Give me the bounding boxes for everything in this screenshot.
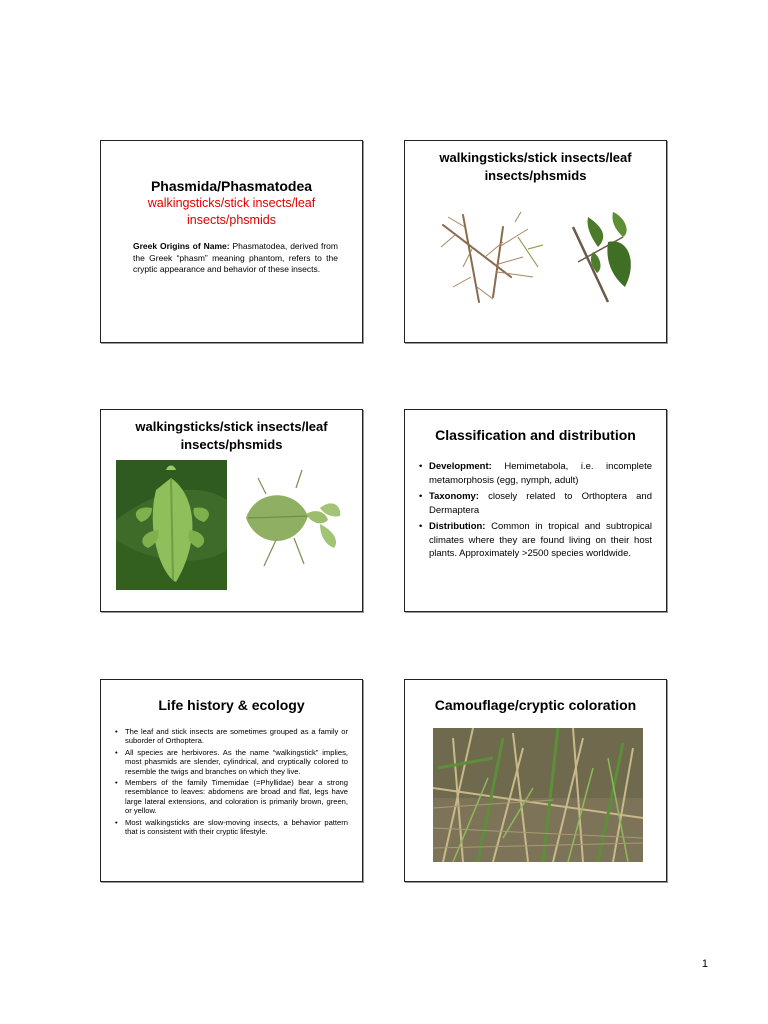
slide-2 — [404, 140, 667, 343]
list-item — [419, 490, 652, 517]
classification-bullet-list — [419, 460, 652, 564]
slide-title: walkingsticks/stick insects/leaf insects/phsmids — [135, 419, 328, 452]
slide-5 — [100, 679, 363, 882]
greek-origins-text: Phasmatodea, derived from the Greek “phasm” meaning phantom, refers to the cryptic appearance and behavior of these insects. — [133, 241, 338, 274]
slide-subtitle: walkingsticks/stick insects/leaf insects/phsmids — [147, 196, 316, 227]
leaf-insect-on-leaf-photo — [116, 460, 227, 590]
slide-3 — [100, 409, 363, 612]
bullet-label: Taxonomy: — [429, 491, 479, 502]
greek-origins-paragraph — [133, 241, 338, 276]
list-item: • The leaf and stick insects are sometimes grouped as a family or suborder of Orthoptera. — [115, 727, 348, 746]
slide-title: Phasmida/Phasmatodea — [150, 178, 313, 194]
bullet-label: Distribution: — [429, 521, 486, 532]
list-item — [419, 520, 652, 561]
slide-1 — [100, 140, 363, 343]
list-item: • Members of the family Timemidae (=Phyllidae) bear a strong resemblance to leaves: abdomens are broad and flat, legs have large lateral extensions, and coloration is primarily brown, green, or yellow. — [115, 778, 348, 816]
slide-title: Life history & ecology — [158, 697, 305, 713]
leaf-insect-white-background-photo — [236, 468, 348, 578]
bullet-text: Hemimetabola, i.e. incomplete metamorphosis (egg, nymph, adult) — [429, 461, 652, 486]
stick-insect-photo — [433, 207, 545, 307]
greek-origins-label: Greek Origins of Name: — [133, 241, 230, 251]
slide-title: Classification and distribution — [435, 427, 636, 443]
leaf-insect-on-twig-photo — [553, 207, 641, 307]
list-item — [419, 460, 652, 487]
list-item: • All species are herbivores. As the name “walkingstick” implies, most phasmids are slender, cylindrical, and cryptically colored to resemble the twigs and branches on which they live. — [115, 748, 348, 776]
bullet-text: closely related to Orthoptera and Dermaptera — [429, 491, 652, 516]
list-item: • Most walkingsticks are slow-moving insects, a behavior pattern that is consistent with their cryptic lifestyle. — [115, 818, 348, 837]
camouflage-grass-photo — [433, 728, 643, 862]
slide-title: walkingsticks/stick insects/leaf insects/phsmids — [439, 150, 632, 183]
slide-4 — [404, 409, 667, 612]
slide-6 — [404, 679, 667, 882]
slide-title: Camouflage/cryptic coloration — [434, 697, 637, 713]
life-history-bullet-list — [115, 727, 348, 838]
page-number: 1 — [701, 958, 708, 970]
bullet-label: Development: — [429, 461, 492, 472]
bullet-text: Common in tropical and subtropical climates where they are found living on their host plants. Approximately >2500 species worldwide. — [429, 521, 652, 559]
